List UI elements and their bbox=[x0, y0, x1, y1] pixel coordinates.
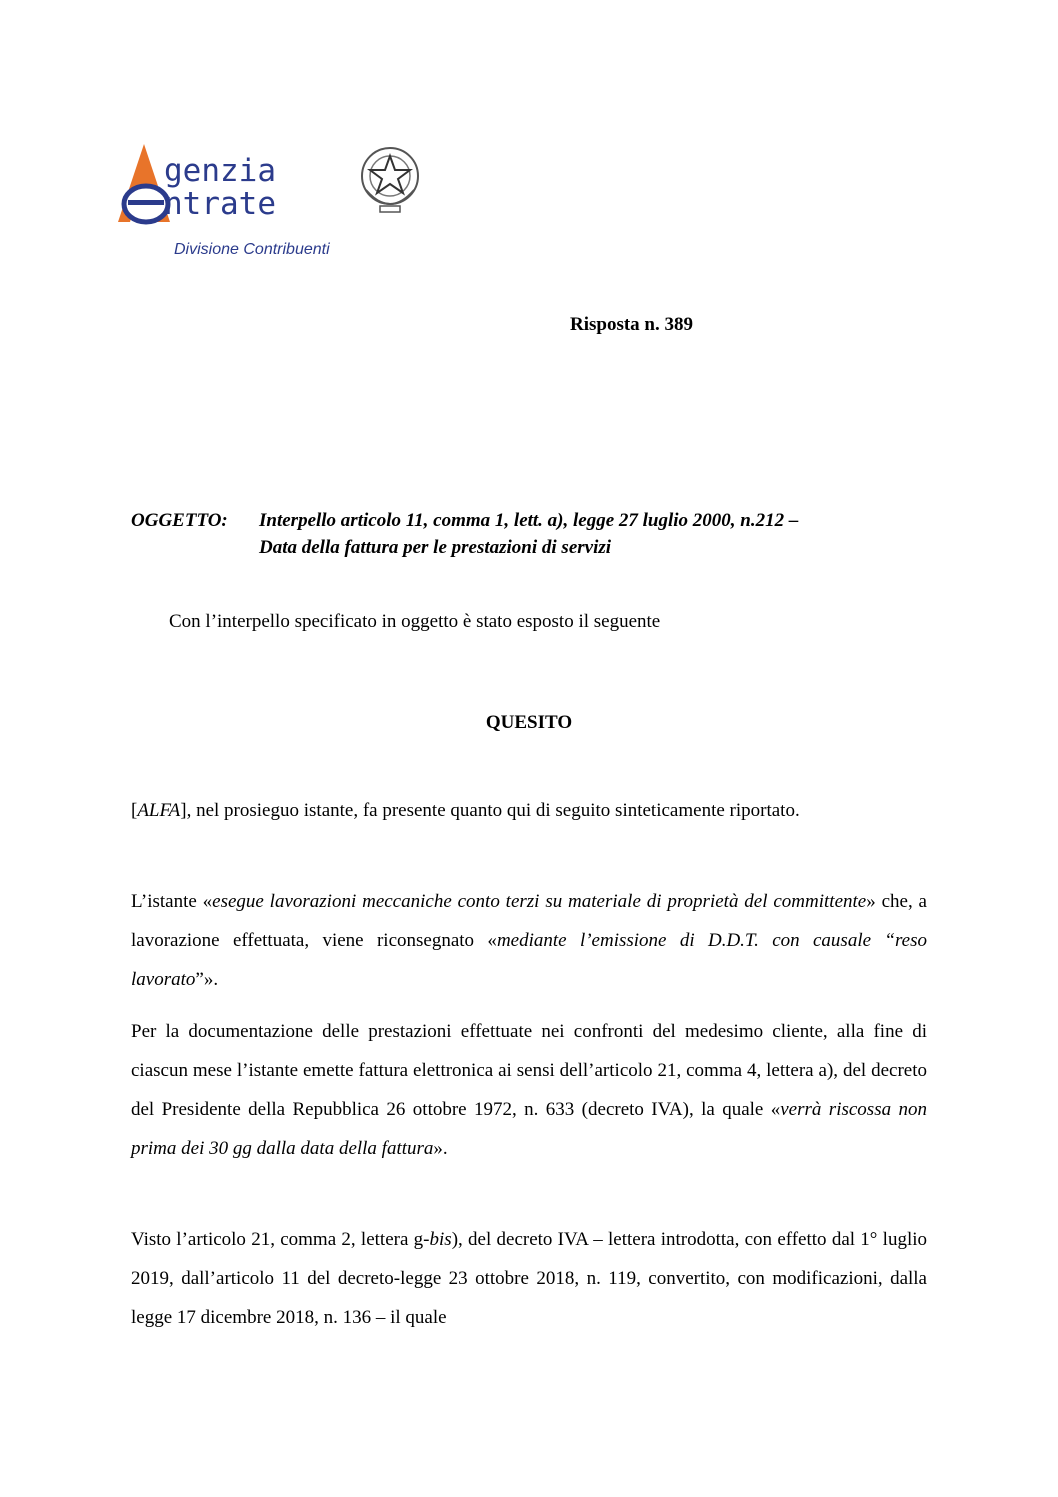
p3-text-c: ». bbox=[433, 1138, 448, 1159]
subject-line-2: Data della fattura per le prestazioni di servizi bbox=[259, 537, 612, 558]
p2-text-b: esegue lavorazioni meccaniche conto terzi su materiale di proprietà del committente bbox=[212, 891, 867, 912]
p3-text-a: Per la documentazione delle prestazioni effettuate nei confronti del medesimo cliente, alla fine di ciascun mese l’istante emette fattura elettronica ai sensi dell’articolo 21, comma 4, lettera a), del decreto del Presidente della Repubblica 26 ottobre 1972, n. 633 (decreto IVA), la quale « bbox=[131, 1021, 927, 1120]
logo-text-bottom: ntrate bbox=[164, 186, 276, 222]
paragraph-1 bbox=[131, 791, 927, 830]
p2-text-a: L’istante « bbox=[131, 891, 213, 912]
logo-text-top: genzia bbox=[164, 153, 276, 189]
p2-text-d: mediante l’emissione di D.D.T. con causale “reso lavorato bbox=[131, 930, 927, 990]
subject-label: OGGETTO: bbox=[131, 510, 228, 531]
p2-text-e: ”». bbox=[195, 969, 219, 990]
intro-sentence: Con l’interpello specificato in oggetto è stato esposto il seguente bbox=[169, 611, 661, 632]
p4-text-b: bis bbox=[429, 1229, 452, 1250]
division-label: Divisione Contribuenti bbox=[174, 241, 330, 258]
subject-block bbox=[131, 507, 941, 561]
p3-text-b: verrà riscossa non prima dei 30 gg dalla data della fattura bbox=[131, 1099, 927, 1159]
quesito-heading: QUESITO bbox=[485, 712, 573, 733]
subject-line-1: Interpello articolo 11, comma 1, lett. a), legge 27 luglio 2000, n.212 – bbox=[259, 510, 799, 531]
p1-text-c: ], nel prosieguo istante, fa presente quanto qui di seguito sinteticamente riportato. bbox=[180, 800, 800, 821]
paragraph-2 bbox=[131, 882, 927, 999]
response-number: Risposta n. 389 bbox=[570, 314, 693, 335]
paragraph-3 bbox=[131, 1012, 927, 1168]
p4-text-a: Visto l’articolo 21, comma 2, lettera g- bbox=[131, 1229, 430, 1250]
p1-text-b: ALFA bbox=[137, 800, 181, 821]
p4-text-c: ), del decreto IVA – lettera introdotta, con effetto dal 1° luglio 2019, dall’articolo 11 del decreto-legge 23 ottobre 2018, n. 119, convertito, con modificazioni, dalla legge 17 dicembre 2018, n. 136 – il quale bbox=[131, 1229, 927, 1328]
republic-emblem-icon bbox=[358, 140, 422, 218]
p1-text-a: [ bbox=[131, 800, 138, 821]
paragraph-4 bbox=[131, 1220, 927, 1337]
p2-text-c: » che, a lavorazione effettuata, viene riconsegnato « bbox=[131, 891, 927, 951]
